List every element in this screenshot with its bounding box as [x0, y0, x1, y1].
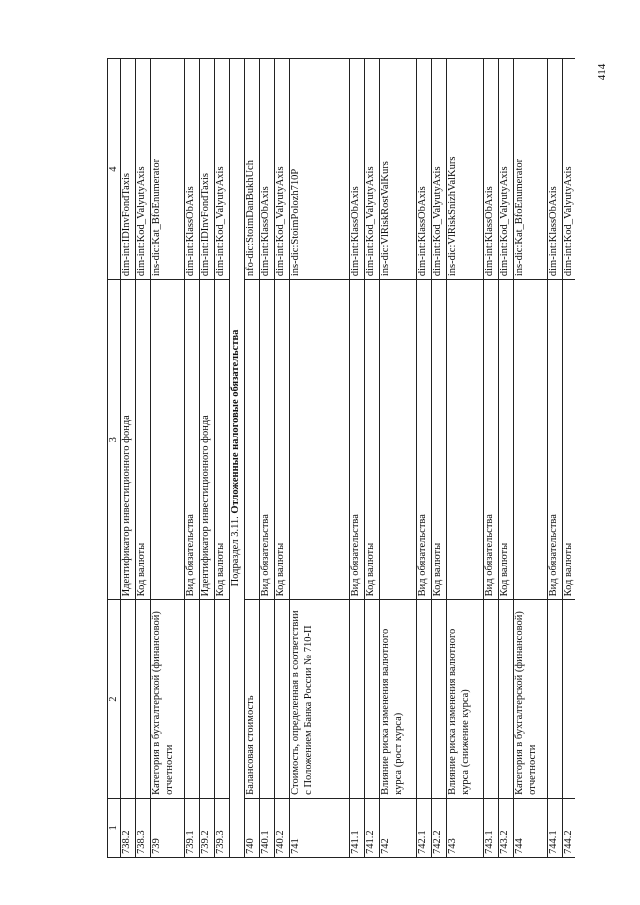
- cell-dimension: Код валюты: [499, 280, 514, 600]
- section-heading-row: [230, 59, 245, 858]
- cell-name: [350, 600, 365, 798]
- table-row: [380, 59, 417, 858]
- header-cell-3: 3: [108, 280, 121, 600]
- cell-element: dim-int:KlassObAxis: [417, 59, 432, 280]
- table-row: [245, 59, 260, 858]
- cell-element: dim-int:Kod_ValyutyAxis: [275, 59, 290, 280]
- cell-element: ins-dic:Kat_BfoEnumerator: [514, 59, 548, 280]
- cell-dimension: Вид обязательства: [548, 280, 563, 600]
- cell-code: 740.1: [260, 798, 275, 857]
- data-table: [107, 58, 575, 858]
- section-heading: [230, 59, 245, 858]
- cell-name: [499, 600, 514, 798]
- cell-dimension: Вид обязательства: [484, 280, 499, 600]
- cell-code: 743: [447, 798, 484, 857]
- cell-name: Влияние риска изменения валютного курса (рост курса): [380, 600, 417, 798]
- cell-element: nfo-dic:StoimDanBukhUch: [245, 59, 260, 280]
- cell-dimension: Вид обязательства: [350, 280, 365, 600]
- cell-name: [136, 600, 151, 798]
- cell-element: dim-int:Kod_ValyutyAxis: [365, 59, 380, 280]
- cell-name: [185, 600, 200, 798]
- cell-dimension: [290, 280, 350, 600]
- table-row: [432, 59, 447, 858]
- cell-element: dim-int:IDInvFondTaxis: [121, 59, 136, 280]
- cell-name: [215, 600, 230, 798]
- cell-name: [563, 600, 575, 798]
- table-row: [121, 59, 136, 858]
- cell-code: 739: [151, 798, 185, 857]
- table-row: [417, 59, 432, 858]
- cell-dimension: Код валюты: [432, 280, 447, 600]
- header-cell-4: 4: [108, 59, 121, 280]
- section-title: Отложенные налоговые обязательства: [230, 329, 242, 514]
- cell-name: [365, 600, 380, 798]
- cell-dimension: [380, 280, 417, 600]
- cell-element: dim-int:KlassObAxis: [548, 59, 563, 280]
- cell-element: dim-int:KlassObAxis: [185, 59, 200, 280]
- cell-element: dim-int:Kod_ValyutyAxis: [499, 59, 514, 280]
- cell-code: 744.1: [548, 798, 563, 857]
- cell-code: 739.1: [185, 798, 200, 857]
- cell-code: 738.3: [136, 798, 151, 857]
- cell-name: [121, 600, 136, 798]
- cell-code: 741.1: [350, 798, 365, 857]
- cell-dimension: Код валюты: [275, 280, 290, 600]
- cell-code: 738.2: [121, 798, 136, 857]
- cell-name: Влияние риска изменения валютного курса (снижение курса): [447, 600, 484, 798]
- cell-element: ins-dic:VlRiskRostValKurs: [380, 59, 417, 280]
- cell-code: 742.2: [432, 798, 447, 857]
- cell-name: Балансовая стоимость: [245, 600, 260, 798]
- rotated-table-container: [107, 58, 575, 858]
- cell-name: [260, 600, 275, 798]
- table-row: [290, 59, 350, 858]
- cell-element: dim-int:IDInvFondTaxis: [200, 59, 215, 280]
- cell-code: 743.1: [484, 798, 499, 857]
- cell-code: 739.2: [200, 798, 215, 857]
- cell-name: [432, 600, 447, 798]
- cell-name: Категория в бухгалтерской (финансовой) отчетности: [151, 600, 185, 798]
- table-row: [215, 59, 230, 858]
- table-header-row: [108, 59, 121, 858]
- cell-element: dim-int:Kod_ValyutyAxis: [215, 59, 230, 280]
- cell-dimension: Идентификатор инвестиционного фонда: [121, 280, 136, 600]
- cell-element: dim-int:Kod_ValyutyAxis: [136, 59, 151, 280]
- cell-name: [548, 600, 563, 798]
- cell-dimension: Код валюты: [563, 280, 575, 600]
- table-row: [447, 59, 484, 858]
- cell-dimension: Вид обязательства: [260, 280, 275, 600]
- cell-code: 739.3: [215, 798, 230, 857]
- table-row: [484, 59, 499, 858]
- cell-name: [275, 600, 290, 798]
- cell-code: 740.2: [275, 798, 290, 857]
- cell-element: ins-dic:Kat_BfoEnumerator: [151, 59, 185, 280]
- cell-dimension: [514, 280, 548, 600]
- table-row: [151, 59, 185, 858]
- cell-code: 743.2: [499, 798, 514, 857]
- table-row: [365, 59, 380, 858]
- cell-code: 740: [245, 798, 260, 857]
- cell-code: 744: [514, 798, 548, 857]
- cell-dimension: Код валюты: [136, 280, 151, 600]
- header-cell-2: 2: [108, 600, 121, 798]
- table-row: [200, 59, 215, 858]
- cell-element: dim-int:Kod_ValyutyAxis: [432, 59, 447, 280]
- header-cell-1: 1: [108, 798, 121, 857]
- page-number: 414: [596, 63, 608, 81]
- cell-dimension: Вид обязательства: [417, 280, 432, 600]
- cell-element: dim-int:KlassObAxis: [484, 59, 499, 280]
- table-row: [350, 59, 365, 858]
- cell-name: [417, 600, 432, 798]
- cell-element: dim-int:KlassObAxis: [350, 59, 365, 280]
- cell-code: 741: [290, 798, 350, 857]
- cell-code: 742: [380, 798, 417, 857]
- cell-element: dim-int:Kod_ValyutyAxis: [563, 59, 575, 280]
- cell-dimension: Вид обязательства: [185, 280, 200, 600]
- cell-dimension: [447, 280, 484, 600]
- table-row: [514, 59, 548, 858]
- cell-code: 741.2: [365, 798, 380, 857]
- section-prefix: Подраздел 3.11.: [230, 516, 242, 587]
- cell-code: 742.1: [417, 798, 432, 857]
- cell-name: Стоимость, определенная в соответствии с Положением Банка России № 710-П: [290, 600, 350, 798]
- cell-dimension: Код валюты: [365, 280, 380, 600]
- cell-name: [484, 600, 499, 798]
- cell-name: [200, 600, 215, 798]
- cell-element: ins-dic:VlRiskSnizhValKurs: [447, 59, 484, 280]
- cell-element: dim-int:KlassObAxis: [260, 59, 275, 280]
- table-row: [563, 59, 575, 858]
- table-row: [548, 59, 563, 858]
- document-sheet: [107, 58, 575, 858]
- cell-dimension: Идентификатор инвестиционного фонда: [200, 280, 215, 600]
- cell-dimension: Код валюты: [215, 280, 230, 600]
- cell-dimension: [245, 280, 260, 600]
- cell-name: Категория в бухгалтерской (финансовой) отчетности: [514, 600, 548, 798]
- table-row: [185, 59, 200, 858]
- table-row: [260, 59, 275, 858]
- cell-code: 744.2: [563, 798, 575, 857]
- table-row: [136, 59, 151, 858]
- cell-dimension: [151, 280, 185, 600]
- cell-element: ins-dic:StoimPolozh710P: [290, 59, 350, 280]
- table-row: [275, 59, 290, 858]
- table-row: [499, 59, 514, 858]
